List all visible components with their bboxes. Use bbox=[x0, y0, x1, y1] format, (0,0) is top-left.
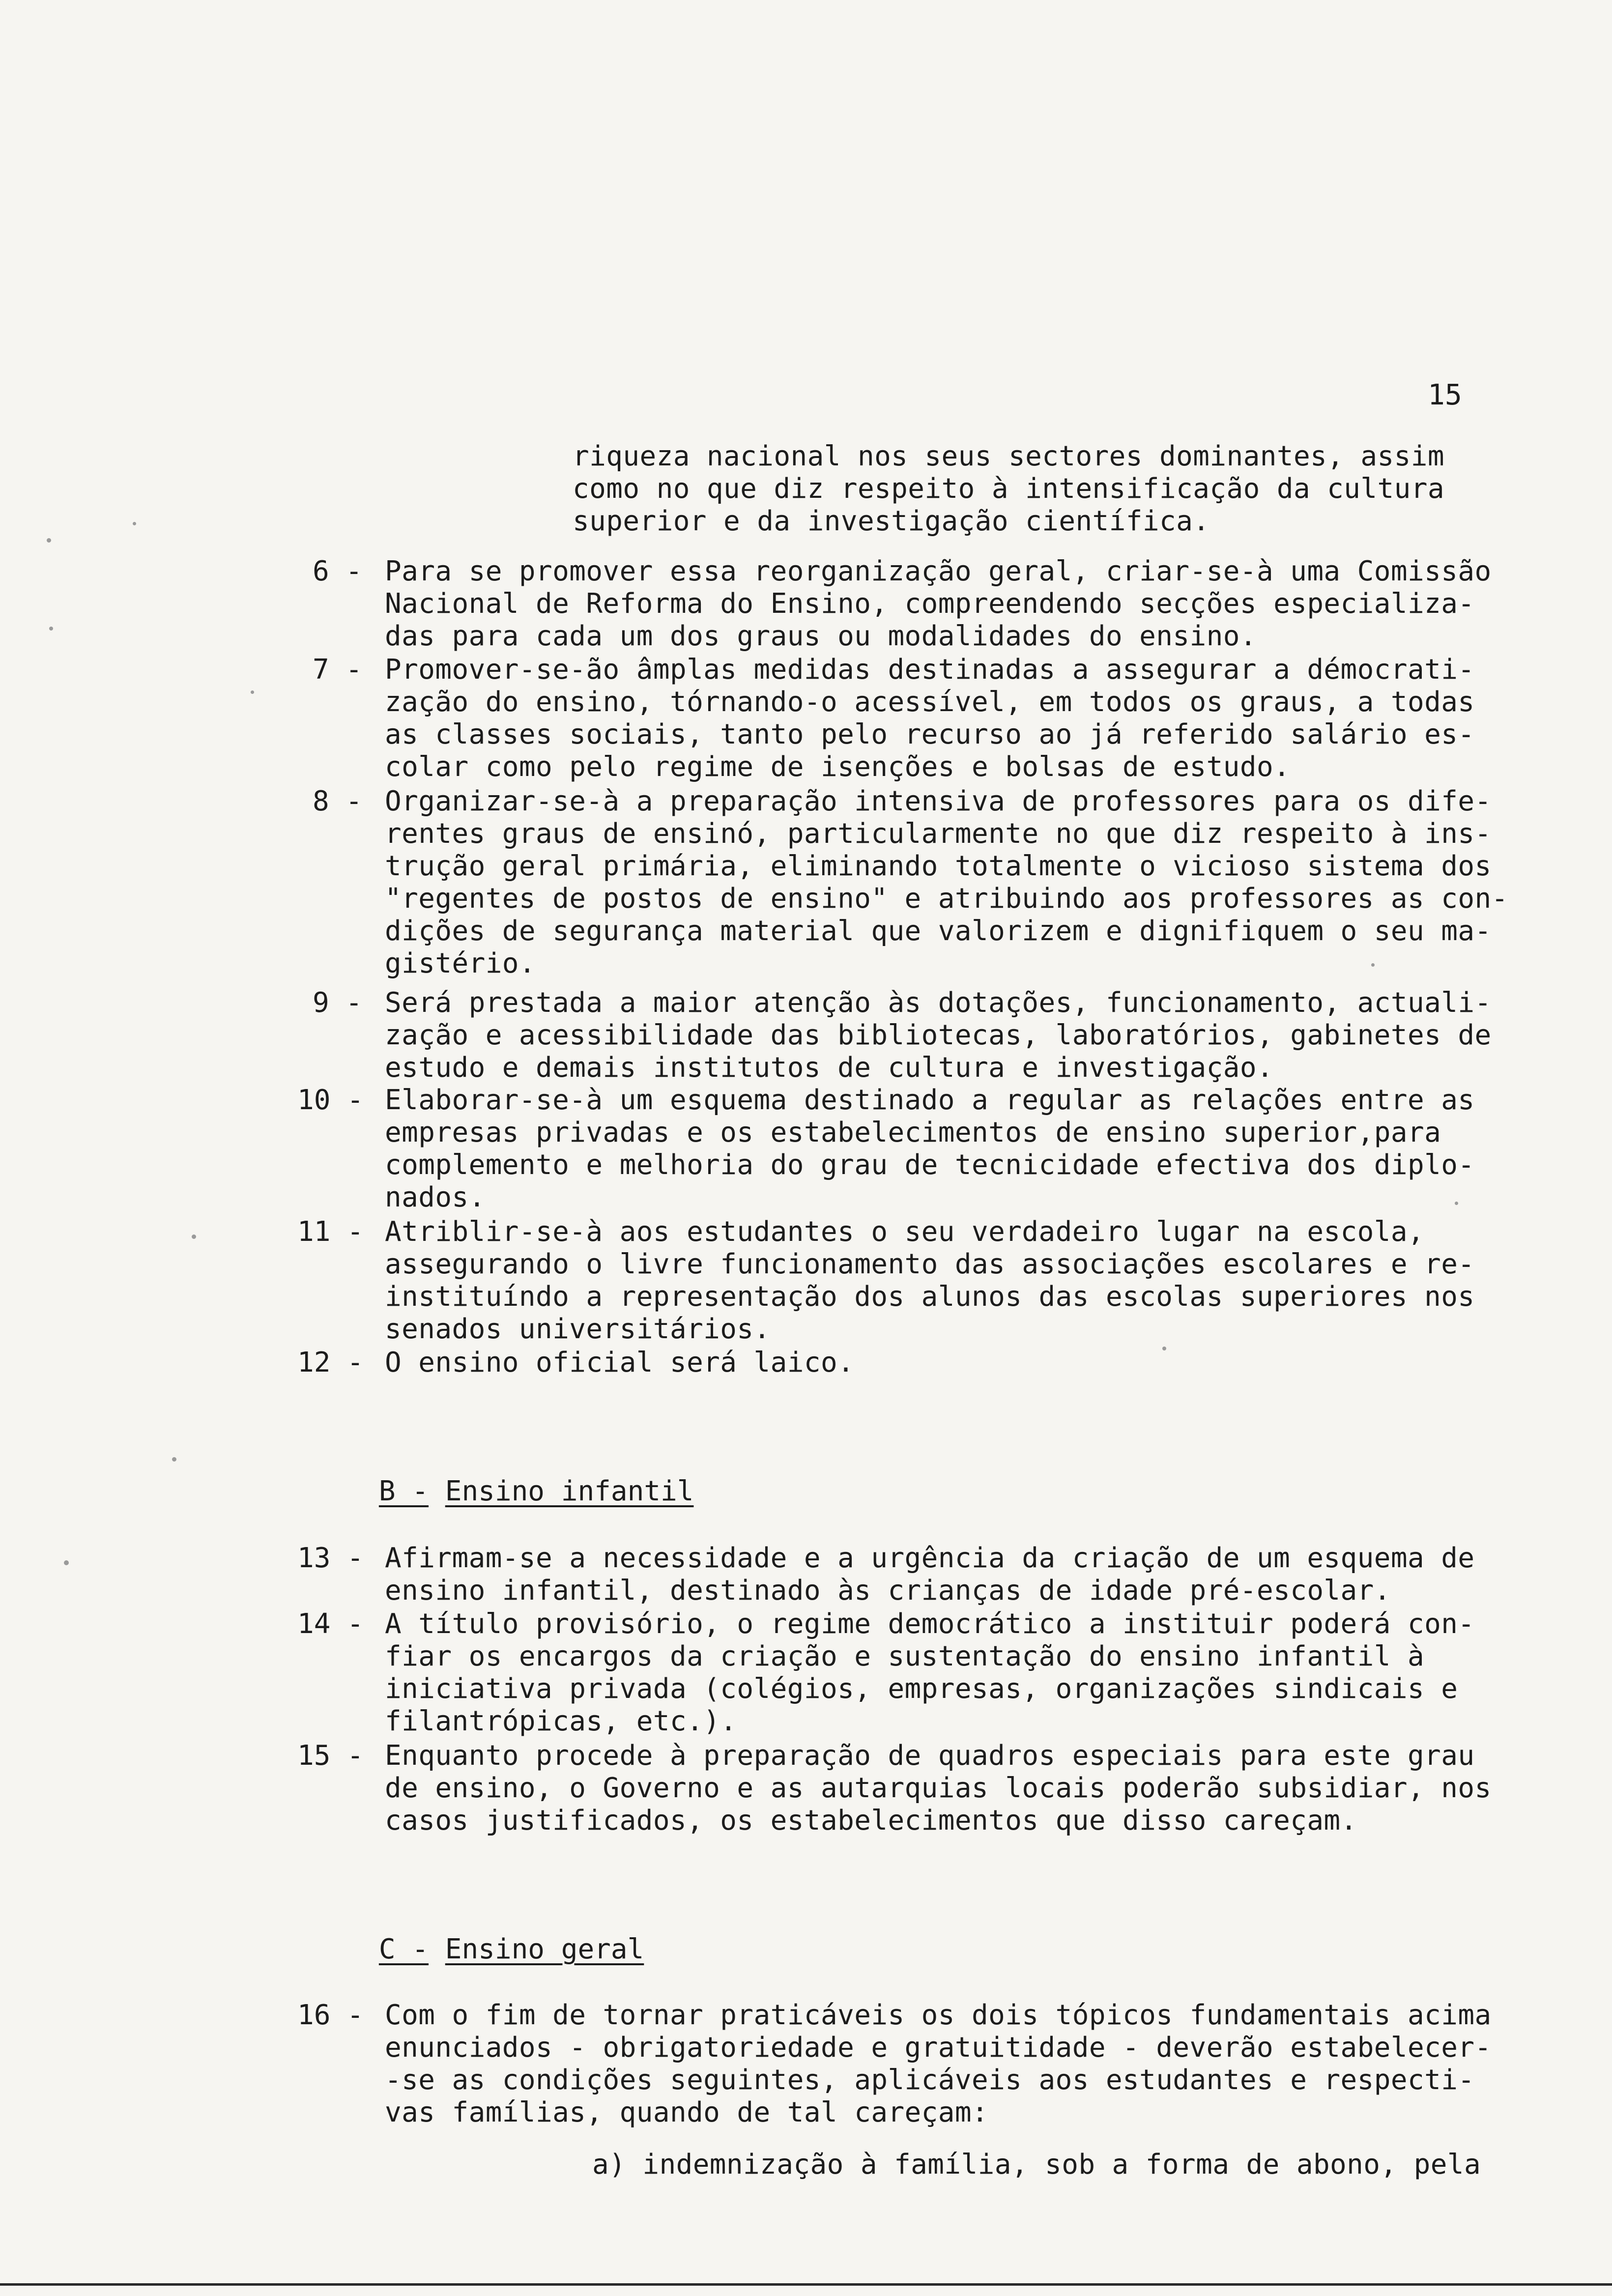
item-number: 7 - bbox=[313, 654, 363, 686]
item-number: 10 - bbox=[297, 1084, 364, 1116]
item-line: filantrópicas, etc.). bbox=[385, 1705, 737, 1737]
item-line: das para cada um dos graus ou modalidades do ensino. bbox=[385, 620, 1257, 652]
item-line: fiar os encargos da criação e sustentação do ensino infantil à bbox=[385, 1640, 1425, 1672]
section-letter: B - bbox=[378, 1475, 429, 1507]
item-line: Atriblir-se-à aos estudantes o seu verdadeiro lugar na escola, bbox=[385, 1216, 1425, 1248]
page-number: 15 bbox=[1428, 378, 1462, 411]
scan-speck bbox=[1371, 963, 1375, 967]
item-number: 11 - bbox=[297, 1216, 364, 1248]
item-line: assegurando o livre funcionamento das associações escolares e re- bbox=[385, 1248, 1475, 1280]
item-line: O ensino oficial será laico. bbox=[385, 1347, 855, 1378]
item-line: A título provisório, o regime democrático a instituir poderá con- bbox=[385, 1608, 1475, 1640]
item-line: nados. bbox=[385, 1181, 486, 1213]
item-line: Promover-se-ão âmplas medidas destinadas a assegurar a démocrati- bbox=[385, 654, 1475, 686]
item-line: complemento e melhoria do grau de tecnicidade efectiva dos diplo- bbox=[385, 1149, 1475, 1181]
item-line: Será prestada a maior atenção às dotações, funcionamento, actuali- bbox=[385, 987, 1492, 1019]
item-number: 6 - bbox=[313, 555, 363, 587]
scan-speck bbox=[192, 1234, 196, 1239]
item-number: 9 - bbox=[313, 987, 363, 1019]
item-line: vas famílias, quando de tal careçam: bbox=[385, 2096, 989, 2128]
item-line: estudo e demais institutos de cultura e investigação. bbox=[385, 1052, 1274, 1084]
scan-speck bbox=[49, 627, 53, 631]
item-line: Com o fim de tornar praticáveis os dois tópicos fundamentais acima bbox=[385, 1999, 1492, 2031]
scan-speck bbox=[133, 522, 136, 525]
item-line: de ensino, o Governo e as autarquias locais poderão subsidiar, nos bbox=[385, 1772, 1492, 1804]
item-line: Para se promover essa reorganização geral, criar-se-à uma Comissão bbox=[385, 555, 1492, 587]
item-line: -se as condições seguintes, aplicáveis aos estudantes e respecti- bbox=[385, 2064, 1475, 2096]
item-line: senados universitários. bbox=[385, 1313, 771, 1345]
item-line: Nacional de Reforma do Ensino, compreendendo secções especializa- bbox=[385, 588, 1475, 620]
item-line: Organizar-se-à a preparação intensiva de professores para os dife- bbox=[385, 785, 1492, 817]
item-number: 16 - bbox=[297, 1999, 364, 2031]
sub-item-line: a) indemnização à família, sob a forma de abono, pela bbox=[592, 2149, 1481, 2181]
scan-speck bbox=[251, 690, 254, 694]
item-line: gistério. bbox=[385, 947, 536, 979]
intro-line: superior e da investigação científica. bbox=[573, 505, 1210, 537]
item-line: trução geral primária, eliminando totalmente o vicioso sistema dos bbox=[385, 850, 1492, 882]
item-number: 12 - bbox=[297, 1347, 364, 1378]
item-line: iniciativa privada (colégios, empresas, organizações sindicais e bbox=[385, 1673, 1458, 1705]
section-heading-c bbox=[313, 1901, 644, 1998]
item-line: casos justificados, os estabelecimentos que disso careçam. bbox=[385, 1805, 1357, 1837]
item-line: Afirmam-se a necessidade e a urgência da criação de um esquema de bbox=[385, 1542, 1475, 1574]
item-line: empresas privadas e os estabelecimentos de ensino superior,para bbox=[385, 1117, 1441, 1148]
item-number: 8 - bbox=[313, 785, 363, 817]
item-line: dições de segurança material que valorizem e dignifiquem o seu ma- bbox=[385, 915, 1492, 947]
item-line: rentes graus de ensinó, particularmente no que diz respeito à ins- bbox=[385, 818, 1492, 850]
scan-speck bbox=[64, 1560, 69, 1565]
item-line: as classes sociais, tanto pelo recurso ao já referido salário es- bbox=[385, 718, 1475, 750]
item-line: zação e acessibilidade das bibliotecas, laboratórios, gabinetes de bbox=[385, 1019, 1492, 1051]
scan-speck bbox=[172, 1457, 176, 1462]
item-line: instituíndo a representação dos alunos das escolas superiores nos bbox=[385, 1281, 1475, 1313]
bottom-rule bbox=[0, 2283, 1612, 2286]
item-line: "regentes de postos de ensino" e atribuindo aos professores as con- bbox=[385, 883, 1508, 915]
section-letter: C - bbox=[378, 1933, 429, 1965]
intro-line: riqueza nacional nos seus sectores dominantes, assim bbox=[573, 440, 1444, 472]
intro-line: como no que diz respeito à intensificação da cultura bbox=[573, 473, 1444, 505]
item-line: Elaborar-se-à um esquema destinado a regular as relações entre as bbox=[385, 1084, 1475, 1116]
item-line: ensino infantil, destinado às crianças de idade pré-escolar. bbox=[385, 1575, 1391, 1607]
item-line: colar como pelo regime de isenções e bolsas de estudo. bbox=[385, 751, 1291, 783]
item-line: zação do ensino, tórnando-o acessível, em todos os graus, a todas bbox=[385, 686, 1475, 718]
section-heading-b bbox=[313, 1443, 693, 1540]
section-title: Ensino geral bbox=[445, 1933, 644, 1965]
item-line: Enquanto procede à preparação de quadros especiais para este grau bbox=[385, 1740, 1475, 1772]
item-number: 13 - bbox=[297, 1542, 364, 1574]
scan-speck bbox=[47, 538, 51, 543]
item-number: 15 - bbox=[297, 1740, 364, 1772]
section-title: Ensino infantil bbox=[445, 1475, 694, 1507]
item-number: 14 - bbox=[297, 1608, 364, 1640]
item-line: enunciados - obrigatoriedade e gratuitidade - deverão estabelecer- bbox=[385, 2032, 1492, 2064]
scan-speck bbox=[1455, 1202, 1458, 1205]
scan-speck bbox=[1162, 1347, 1166, 1350]
